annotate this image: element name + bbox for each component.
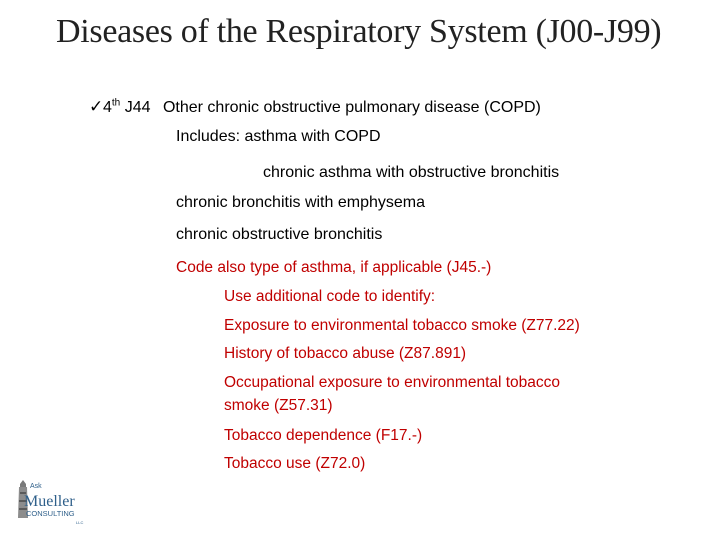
code-also-note: Code also type of asthma, if applicable (J45.-) [176, 259, 492, 276]
ordinal-number: 4 [103, 99, 112, 116]
checkmark-icon: ✓ [89, 97, 104, 117]
diagnosis-code: J44 [124, 99, 151, 116]
bullet-j44 [89, 96, 541, 119]
includes-line: chronic obstructive bronchitis [176, 226, 383, 243]
includes-line: chronic asthma with obstructive bronchitis [263, 164, 560, 181]
slide-title: Diseases of the Respiratory System (J00-J99) [56, 13, 662, 50]
additional-code-item: Tobacco use (Z72.0) [224, 455, 366, 472]
additional-code-item: Exposure to environmental tobacco smoke (Z77.22) [224, 317, 580, 334]
additional-code-item: smoke (Z57.31) [224, 397, 333, 414]
diagnosis-description: Other chronic obstructive pulmonary disease (COPD) [162, 99, 541, 116]
includes-line: Includes: asthma with COPD [176, 128, 381, 145]
includes-line: chronic bronchitis with emphysema [176, 194, 425, 211]
logo-text-mueller: Mueller [24, 493, 75, 510]
ordinal-suffix: th [111, 97, 121, 109]
use-additional-note: Use additional code to identify: [224, 288, 436, 305]
additional-code-item: Tobacco dependence (F17.-) [224, 427, 423, 444]
mueller-consulting-logo [14, 478, 94, 528]
additional-code-item: Occupational exposure to environmental tobacco [224, 374, 561, 391]
logo-text-llc: LLC [76, 520, 84, 525]
logo-text-consulting: CONSULTING [26, 509, 75, 518]
additional-code-item: History of tobacco abuse (Z87.891) [224, 345, 467, 362]
logo-text-ask: Ask [30, 483, 42, 490]
